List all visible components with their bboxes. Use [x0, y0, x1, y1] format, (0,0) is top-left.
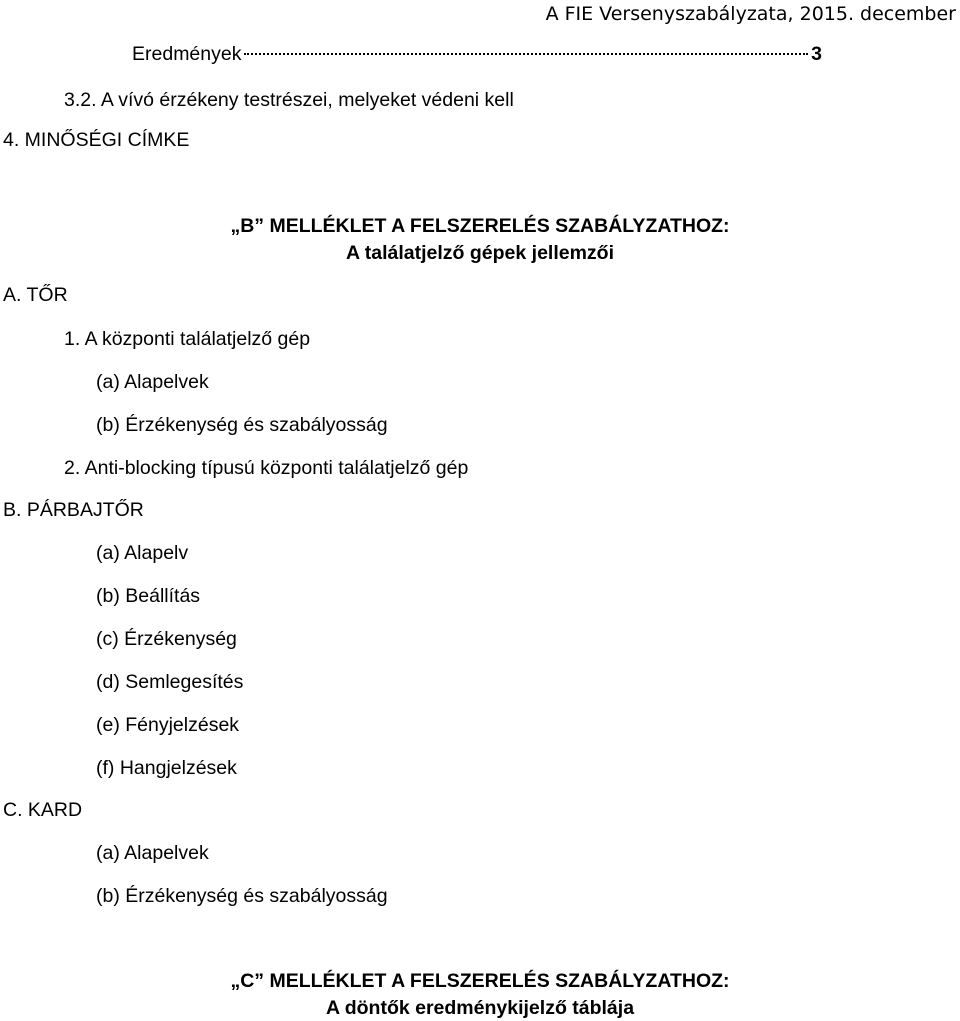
toc-leader-dots	[244, 53, 808, 55]
section-b-item: (c) Érzékenység	[96, 628, 237, 650]
section-a-item-1: 1. A központi találatjelző gép	[64, 328, 311, 350]
section-a-item-1a: (a) Alapelvek	[96, 371, 209, 393]
document-header-title: A FIE Versenyszabályzata, 2015. december	[545, 3, 956, 25]
section-a-item-1b: (b) Érzékenység és szabályosság	[96, 414, 388, 436]
toc-entry-page-number: 3	[811, 43, 822, 65]
toc-entry-label: Eredmények	[132, 43, 242, 65]
section-c-heading: C. KARD	[3, 799, 83, 821]
section-c-item: (a) Alapelvek	[96, 842, 209, 864]
section-c-item: (b) Érzékenység és szabályosság	[96, 885, 388, 907]
section-b-item: (a) Alapelv	[96, 542, 189, 564]
section-b-item: (b) Beállítás	[96, 585, 201, 607]
section-b-item: (d) Semlegesítés	[96, 671, 244, 693]
annex-c-title: „C” MELLÉKLET A FELSZERELÉS SZABÁLYZATHOZ:	[230, 970, 730, 992]
outline-item-3-2: 3.2. A vívó érzékeny testrészei, melyeket védeni kell	[64, 89, 514, 111]
annex-c-subtitle: A döntők eredménykijelző táblája	[325, 997, 635, 1019]
section-b-item: (f) Hangjelzések	[96, 757, 237, 779]
section-b-item: (e) Fényjelzések	[96, 714, 240, 736]
section-b-heading: B. PÁRBAJTŐR	[3, 499, 144, 521]
toc-entry-eredmenyek[interactable]	[132, 42, 822, 66]
outline-item-4: 4. MINŐSÉGI CÍMKE	[3, 129, 190, 151]
annex-b-title: „B” MELLÉKLET A FELSZERELÉS SZABÁLYZATHOZ:	[230, 215, 730, 237]
section-a-heading: A. TŐR	[3, 284, 68, 306]
annex-b-subtitle: A találatjelző gépek jellemzői	[345, 242, 615, 264]
section-a-item-2: 2. Anti-blocking típusú központi találatjelző gép	[64, 457, 469, 479]
